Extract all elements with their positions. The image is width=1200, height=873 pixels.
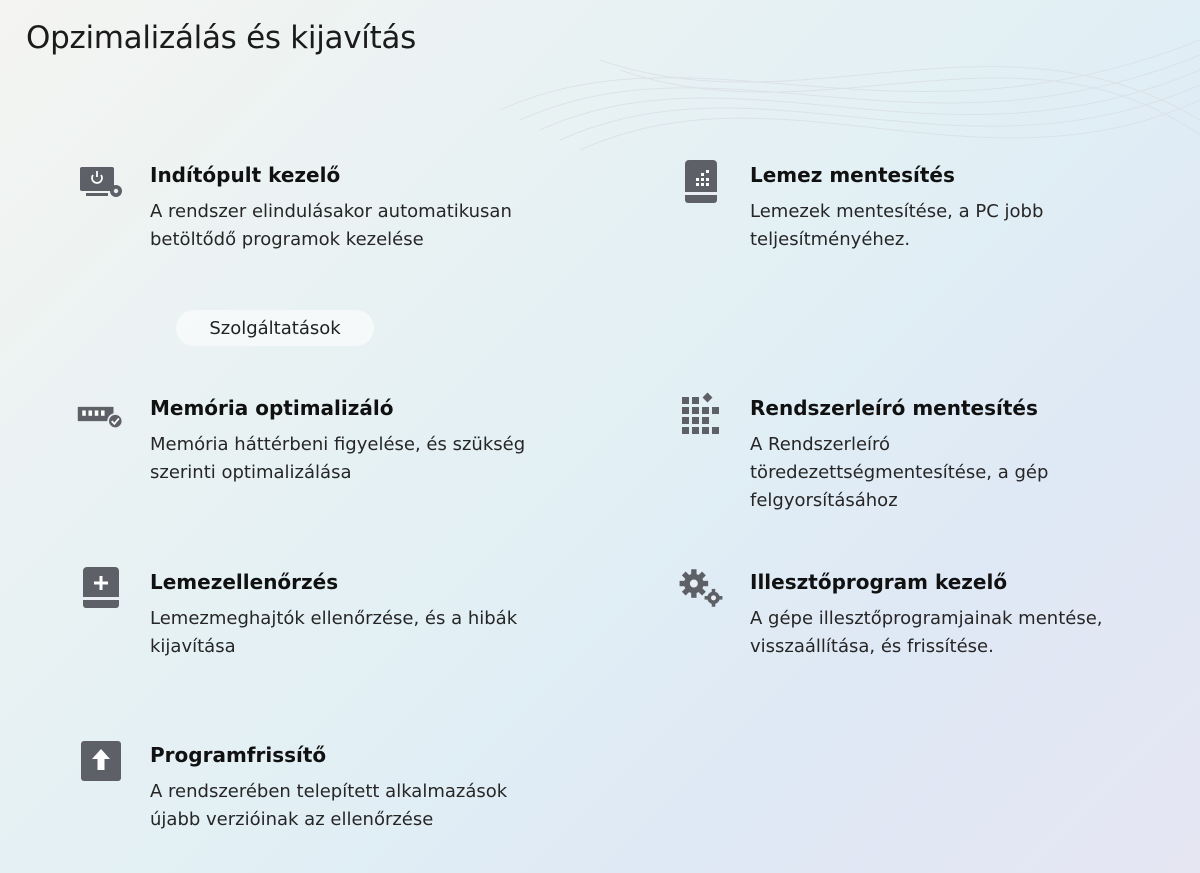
feature-software-update[interactable] bbox=[150, 742, 630, 834]
feature-memory-optimizer[interactable] bbox=[150, 395, 630, 487]
feature-description: A Rendszerleíró töredezettségmentesítése, a gép felgyorsításához bbox=[750, 434, 1049, 511]
feature-title: Indítópult kezelő bbox=[150, 163, 341, 187]
feature-disk-defrag[interactable] bbox=[750, 162, 1200, 254]
feature-description: A rendszer elindulásakor automatikusan betöltődő programok kezelése bbox=[150, 201, 512, 250]
feature-description: A gépe illesztőprogramjainak mentése, visszaállítása, és frissítése. bbox=[750, 608, 1103, 657]
feature-title: Programfrissítő bbox=[150, 743, 327, 767]
feature-description: Memória háttérbeni figyelése, és szükség szerinti optimalizálása bbox=[150, 434, 526, 483]
feature-disk-check[interactable] bbox=[150, 569, 630, 661]
feature-title: Memória optimalizáló bbox=[150, 396, 394, 420]
feature-title: Lemez mentesítés bbox=[750, 163, 955, 187]
feature-description: Lemezek mentesítése, a PC jobb teljesítményéhez. bbox=[750, 201, 1044, 250]
feature-description: Lemezmeghajtók ellenőrzése, és a hibák kijavítása bbox=[150, 608, 518, 657]
services-button[interactable]: Szolgáltatások bbox=[176, 310, 374, 346]
memory-optimizer-icon bbox=[76, 391, 126, 437]
page-title: Opzimalizálás és kijavítás bbox=[26, 20, 416, 56]
feature-startup-manager[interactable] bbox=[150, 162, 630, 254]
startup-manager-icon bbox=[76, 158, 126, 204]
feature-title: Lemezellenőrzés bbox=[150, 570, 339, 594]
driver-manager-icon bbox=[676, 565, 726, 611]
feature-title: Rendszerleíró mentesítés bbox=[750, 396, 1038, 420]
feature-description: A rendszerében telepített alkalmazások újabb verzióinak az ellenőrzése bbox=[150, 781, 508, 830]
disk-defrag-icon bbox=[676, 158, 726, 204]
feature-driver-manager[interactable] bbox=[750, 569, 1200, 661]
registry-defrag-icon bbox=[676, 391, 726, 437]
disk-check-icon bbox=[76, 565, 126, 611]
feature-title: Illesztőprogram kezelő bbox=[750, 570, 1008, 594]
feature-registry-defrag[interactable] bbox=[750, 395, 1200, 515]
software-update-icon bbox=[76, 738, 126, 784]
